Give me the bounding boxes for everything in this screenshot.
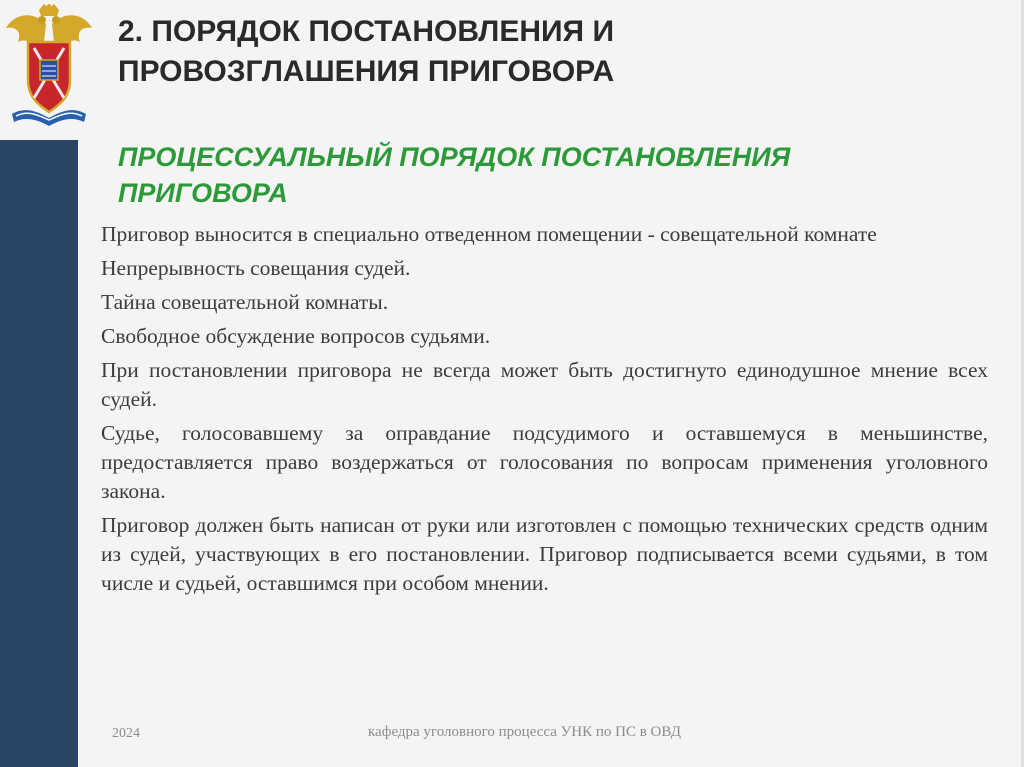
slide-subtitle: ПРОЦЕССУАЛЬНЫЙ ПОРЯДОК ПОСТАНОВЛЕНИЯ ПРИГОВОРА <box>118 142 791 208</box>
footer-year: 2024 <box>112 726 140 741</box>
paragraph: Свободное обсуждение вопросов судьями. <box>101 324 491 348</box>
paragraph: Приговор выносится в специально отведенном помещении - совещательной комнате <box>101 222 877 246</box>
sidebar-bar <box>0 140 78 767</box>
slide-body <box>101 220 988 603</box>
slide-title: 2. ПОРЯДОК ПОСТАНОВЛЕНИЯ И ПРОВОЗГЛАШЕНИЯ ПРИГОВОРА <box>118 15 615 88</box>
eagle-emblem-icon <box>2 2 96 128</box>
paragraph: Приговор должен быть написан от руки или изготовлен с помощью технических средств одним из судей, участвующих в его постановлении. Приговор подписывается всеми судьями, в том числе и судьей, оставшимся при особом мнении. <box>101 513 988 595</box>
paragraph: При постановлении приговора не всегда может быть достигнуто единодушное мнение всех судей. <box>101 358 988 411</box>
paragraph: Непрерывность совещания судей. <box>101 256 411 280</box>
paragraph: Тайна совещательной комнаты. <box>101 290 389 314</box>
paragraph: Судье, голосовавшему за оправдание подсудимого и оставшемуся в меньшинстве, предоставляется право воздержаться от голосования по вопросам применения уголовного закона. <box>101 421 988 503</box>
footer-department: кафедра уголовного процесса УНК по ПС в ОВД <box>368 724 682 740</box>
